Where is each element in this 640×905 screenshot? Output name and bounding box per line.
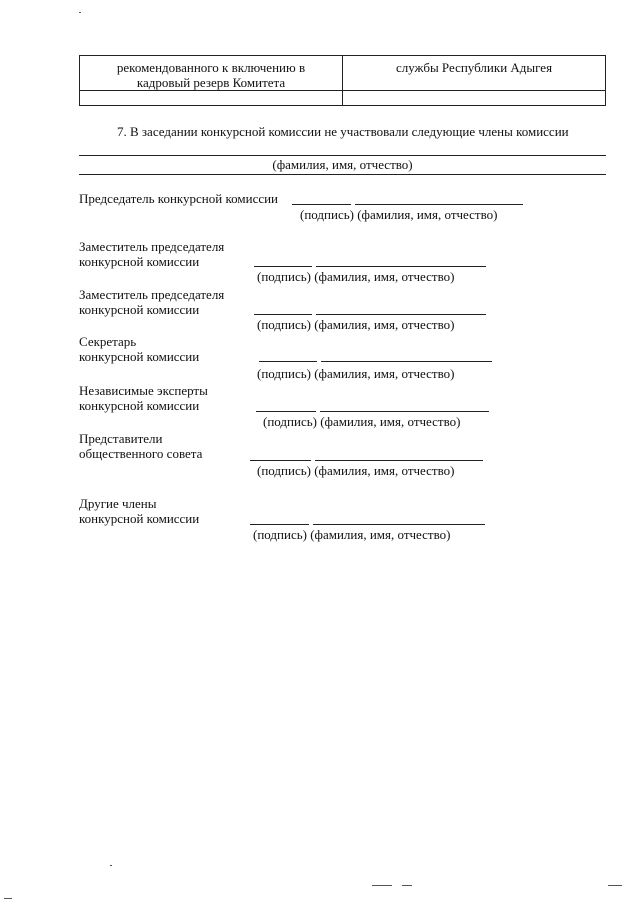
role-label-secretary-line1: Секретарь — [79, 334, 137, 349]
role1-name-line — [316, 266, 486, 267]
role3-caption: (подпись) (фамилия, имя, отчество) — [257, 366, 455, 381]
scan-speck — [4, 898, 12, 899]
role-label-public-council-line1: Представители — [79, 431, 163, 446]
role5-name-line — [315, 460, 483, 461]
table-right-border — [605, 55, 606, 105]
role-label-secretary-line2: конкурсной комиссии — [79, 349, 200, 364]
scan-speck — [372, 885, 392, 886]
role-label-experts-line2: конкурсной комиссии — [79, 398, 200, 413]
role5-signature-line — [250, 460, 311, 461]
section7-heading: 7. В заседании конкурсной комиссии не участвовали следующие члены комиссии — [117, 124, 569, 139]
role-label-other-members-line2: конкурсной комиссии — [79, 511, 200, 526]
role-label-deputy-chair-1-line2: конкурсной комиссии — [79, 254, 200, 269]
role-label-deputy-chair-2-line2: конкурсной комиссии — [79, 302, 200, 317]
role6-name-line — [313, 524, 485, 525]
role4-caption: (подпись) (фамилия, имя, отчество) — [263, 414, 461, 429]
role4-signature-line — [256, 411, 316, 412]
chair-signature-line — [292, 204, 351, 205]
section7-caption: (фамилия, имя, отчество) — [272, 157, 413, 172]
role1-signature-line — [254, 266, 312, 267]
role5-caption: (подпись) (фамилия, имя, отчество) — [257, 463, 455, 478]
role-label-experts-line1: Независимые эксперты — [79, 383, 208, 398]
role2-name-line — [316, 314, 486, 315]
section7-name-line — [79, 155, 606, 156]
role-label-public-council-line2: общественного совета — [79, 446, 203, 461]
role4-name-line — [320, 411, 489, 412]
role2-caption: (подпись) (фамилия, имя, отчество) — [257, 317, 455, 332]
table-bottom-border — [79, 105, 606, 106]
chair-label: Председатель конкурсной комиссии — [79, 191, 279, 206]
scan-speck — [608, 885, 622, 886]
table-cell-col1-line2: кадровый резерв Комитета — [136, 75, 286, 90]
role-label-other-members-line1: Другие члены — [79, 496, 157, 511]
role6-caption: (подпись) (фамилия, имя, отчество) — [253, 527, 451, 542]
scan-speck — [79, 12, 81, 13]
role-label-deputy-chair-1-line1: Заместитель председателя — [79, 239, 225, 254]
role3-name-line — [321, 361, 492, 362]
chair-name-line — [355, 204, 523, 205]
role1-caption: (подпись) (фамилия, имя, отчество) — [257, 269, 455, 284]
role2-signature-line — [254, 314, 312, 315]
role-label-deputy-chair-2-line1: Заместитель председателя — [79, 287, 225, 302]
role3-signature-line — [259, 361, 317, 362]
scan-speck — [402, 885, 412, 886]
chair-caption: (подпись) (фамилия, имя, отчество) — [300, 207, 498, 222]
table-cell-col1-line1: рекомендованного к включению в — [116, 60, 306, 75]
scan-speck — [110, 865, 112, 866]
section7-bottom-line — [79, 174, 606, 175]
role6-signature-line — [250, 524, 309, 525]
table-cell-col2: службы Республики Адыгея — [395, 60, 553, 75]
